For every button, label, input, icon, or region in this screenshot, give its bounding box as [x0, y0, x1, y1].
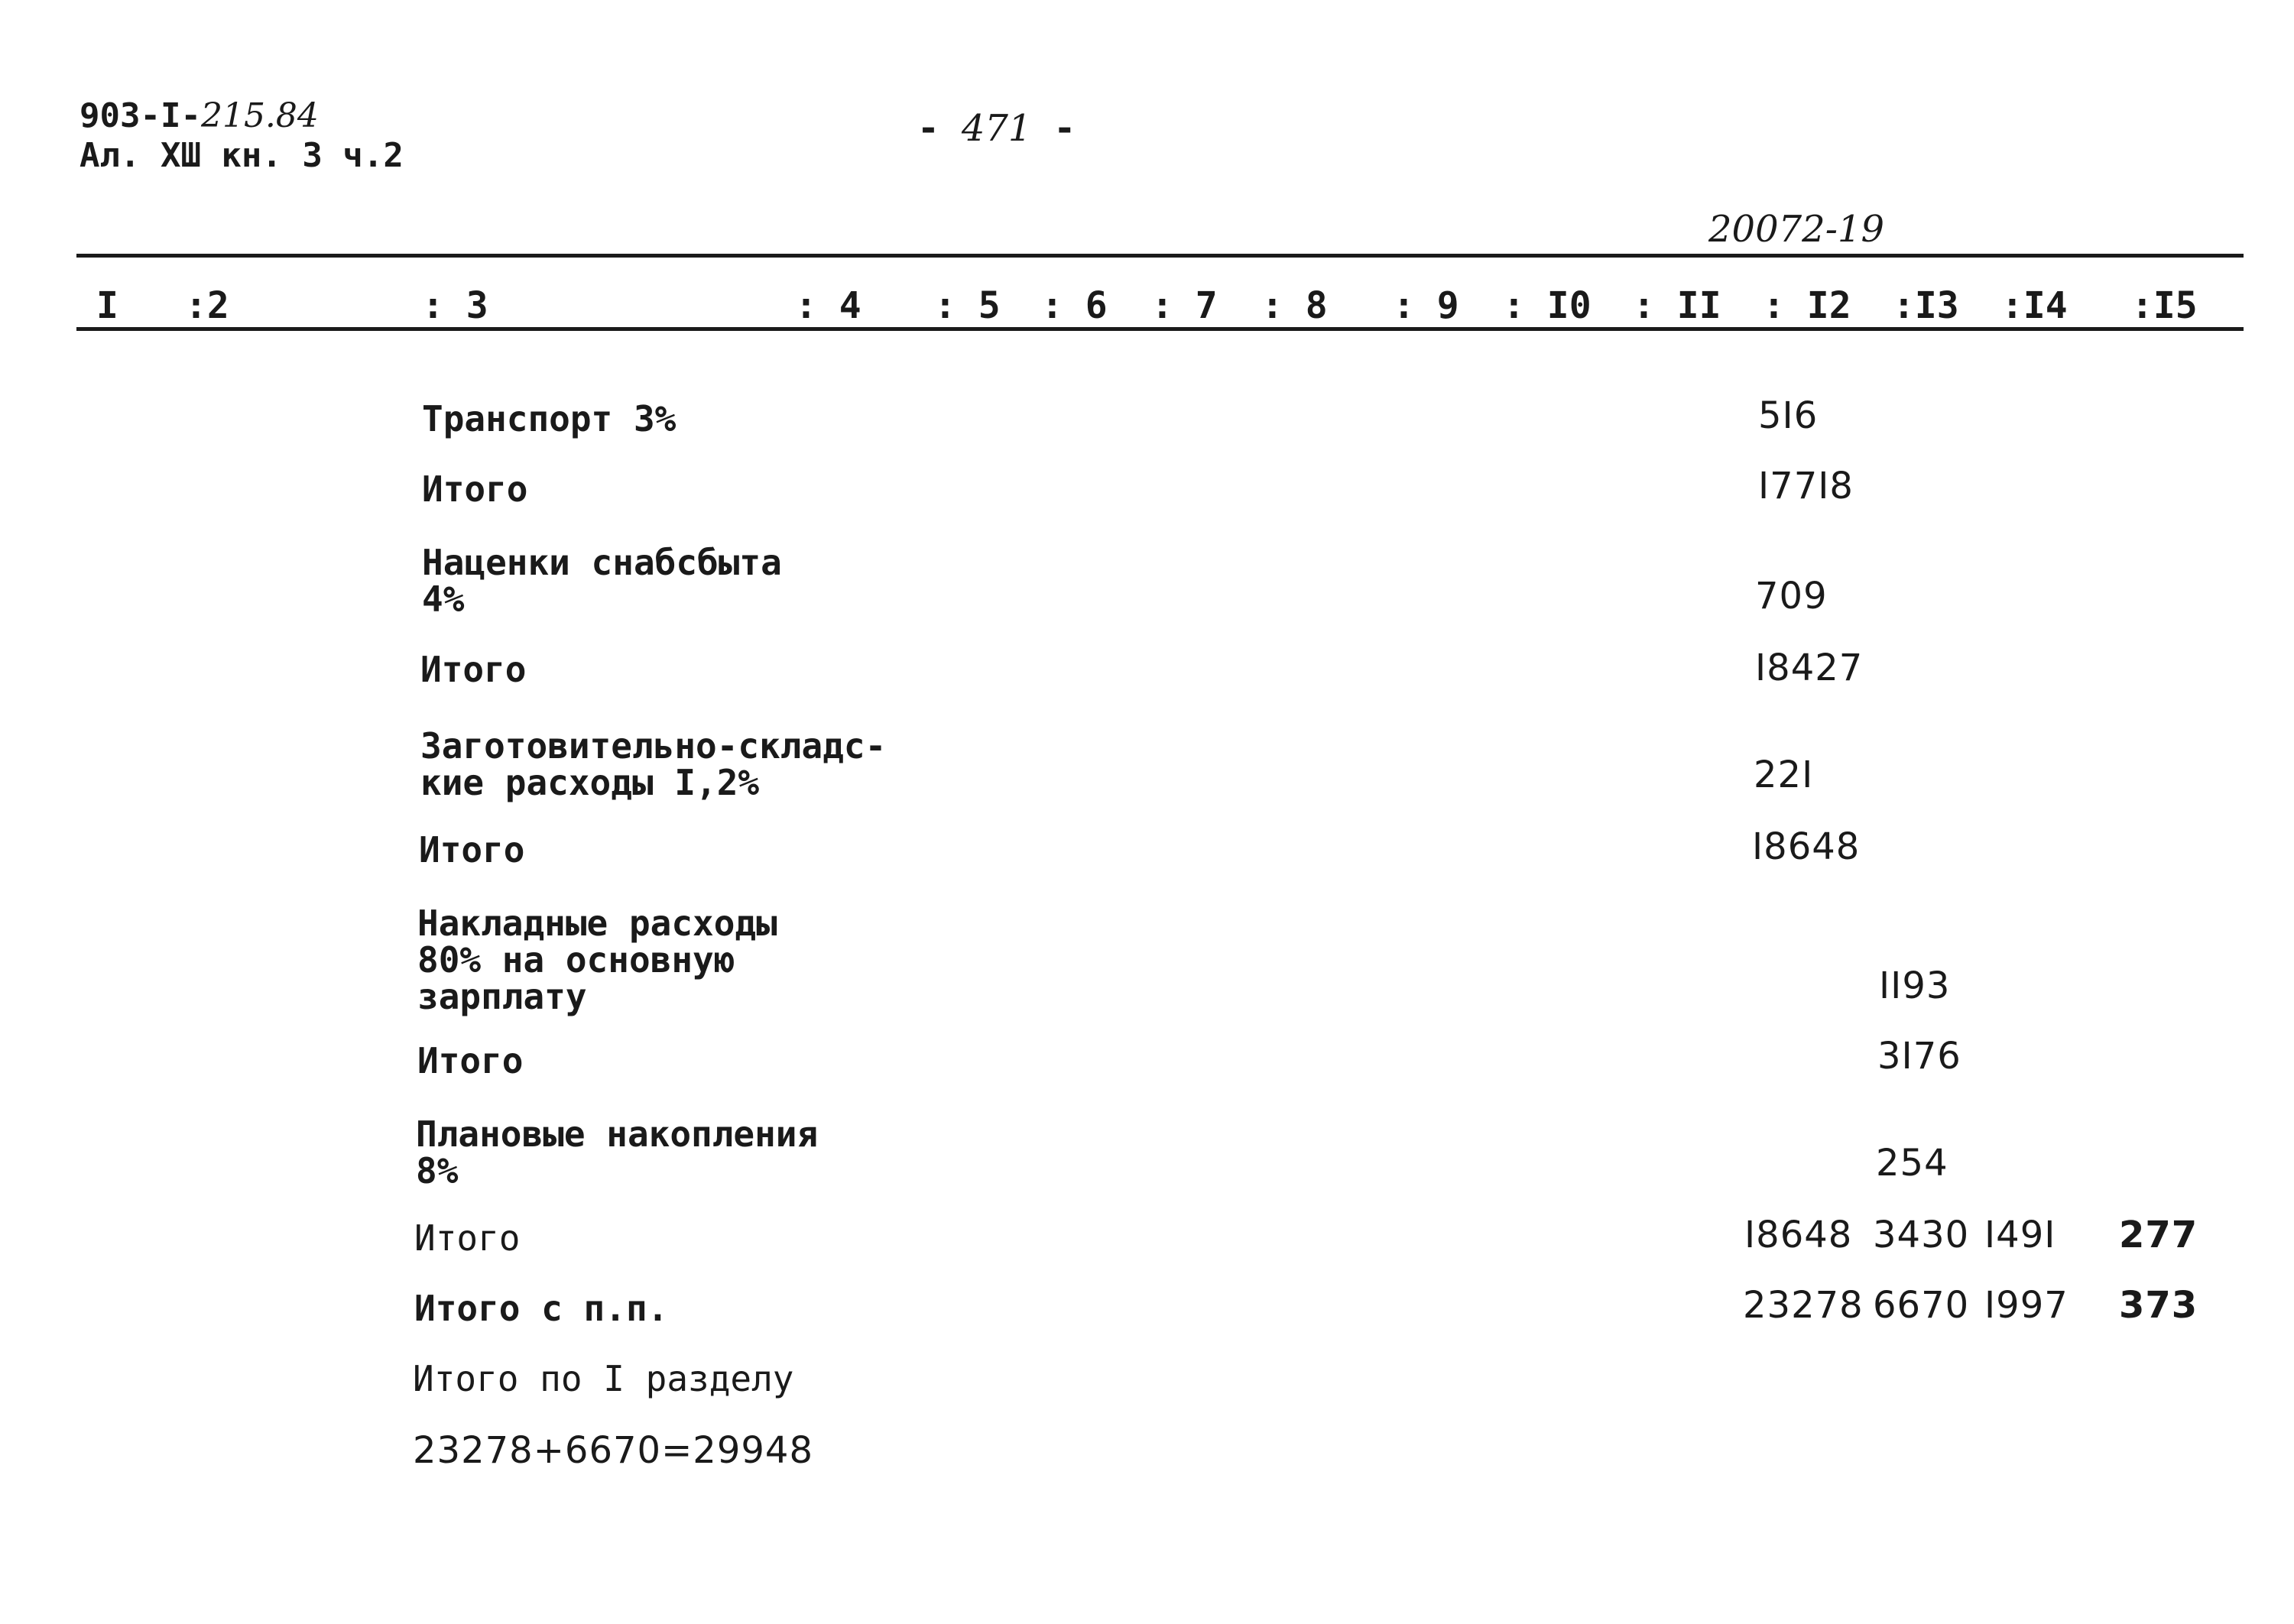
- table-top-rule: [76, 254, 2244, 258]
- row-label-line: Итого: [417, 1040, 524, 1081]
- column-number: : 4: [795, 284, 861, 327]
- row-label: [414, 1290, 668, 1327]
- column-number: I: [96, 284, 118, 327]
- row-label-line: Транспорт 3%: [422, 398, 677, 439]
- row-label: [420, 651, 526, 688]
- cell-col13: 6670: [1873, 1284, 1970, 1327]
- document-subtitle: Ал. ХШ кн. 3 ч.2: [79, 136, 404, 175]
- cell-col12: I8427: [1755, 647, 1864, 689]
- row-label: [417, 1042, 523, 1079]
- row-label-line: Накладные расходы: [417, 903, 777, 944]
- cell-col12: 709: [1755, 575, 1828, 618]
- cell-col14: I997: [1984, 1284, 2068, 1327]
- document-code-printed: 903-I-: [79, 96, 201, 135]
- row-label-line: 80% на основную: [417, 939, 735, 981]
- sheet-id: 20072-19: [1708, 208, 1884, 251]
- cell-col15: 373: [2119, 1284, 2198, 1327]
- column-number: : 6: [1041, 284, 1108, 327]
- column-number: :I4: [2001, 284, 2068, 327]
- row-label-line: Итого с п.п.: [414, 1288, 669, 1329]
- column-number: : 5: [934, 284, 1001, 327]
- table-header-rule: [76, 327, 2244, 331]
- cell-col13: 254: [1876, 1142, 1948, 1185]
- cell-col12: 23278: [1743, 1284, 1864, 1327]
- row-label-line: зарплату: [417, 976, 587, 1017]
- section-total-label: [413, 1360, 794, 1397]
- column-number: :I3: [1893, 284, 1959, 327]
- row-label: [422, 544, 782, 618]
- row-label: [416, 1113, 819, 1191]
- column-number: :I5: [2131, 284, 2198, 327]
- row-label-line: Итого: [414, 1217, 521, 1259]
- row-label-line: 8%: [416, 1150, 459, 1191]
- cell-col14: I49I: [1984, 1214, 2056, 1256]
- row-label: [422, 468, 528, 510]
- cell-col13: 3430: [1873, 1214, 1970, 1256]
- row-label-line: Итого по I разделу: [413, 1358, 794, 1399]
- row-label-line: 23278+6670=29948: [413, 1429, 813, 1472]
- row-label-line: Итого: [419, 829, 525, 870]
- row-label-line: кие расходы I,2%: [420, 762, 760, 803]
- page-number-value: 471: [961, 107, 1032, 150]
- column-number: : 9: [1393, 284, 1459, 327]
- cell-col12: I77I8: [1758, 465, 1854, 507]
- cell-col13: II93: [1879, 964, 1951, 1007]
- page-dash-left: -: [917, 107, 939, 150]
- row-label-line: 4%: [422, 579, 465, 620]
- row-label: [419, 831, 524, 868]
- cell-col12: I8648: [1752, 825, 1861, 868]
- document-code-handwritten: 215.84: [200, 96, 319, 135]
- page-dash-right: -: [1053, 107, 1076, 150]
- cell-col13: 3I76: [1877, 1035, 1961, 1078]
- cell-col12: 22I: [1754, 754, 1814, 796]
- row-label-line: Заготовительно-складс-: [420, 725, 887, 767]
- page-number: [917, 107, 1076, 150]
- row-label: [417, 905, 777, 1015]
- column-number: :2: [185, 284, 229, 327]
- column-number: : 8: [1261, 284, 1328, 327]
- cell-col15: 277: [2119, 1214, 2198, 1256]
- column-number: : 7: [1151, 284, 1218, 327]
- row-label: [422, 400, 676, 437]
- document-code: [79, 98, 319, 135]
- row-label-line: Наценки снабсбыта: [422, 542, 782, 583]
- cell-col12: 5I6: [1758, 394, 1819, 437]
- section-total-formula: [413, 1429, 813, 1472]
- row-label-line: Итого: [422, 468, 528, 510]
- cell-col12: I8648: [1744, 1214, 1853, 1256]
- row-label-line: Плановые накопления: [416, 1113, 819, 1155]
- row-label: [414, 1217, 521, 1259]
- column-number: : II: [1633, 284, 1721, 327]
- column-number: : I0: [1503, 284, 1592, 327]
- row-label-line: Итого: [420, 649, 527, 690]
- column-number: : 3: [422, 284, 488, 327]
- row-label: [420, 725, 887, 803]
- column-number: : I2: [1763, 284, 1851, 327]
